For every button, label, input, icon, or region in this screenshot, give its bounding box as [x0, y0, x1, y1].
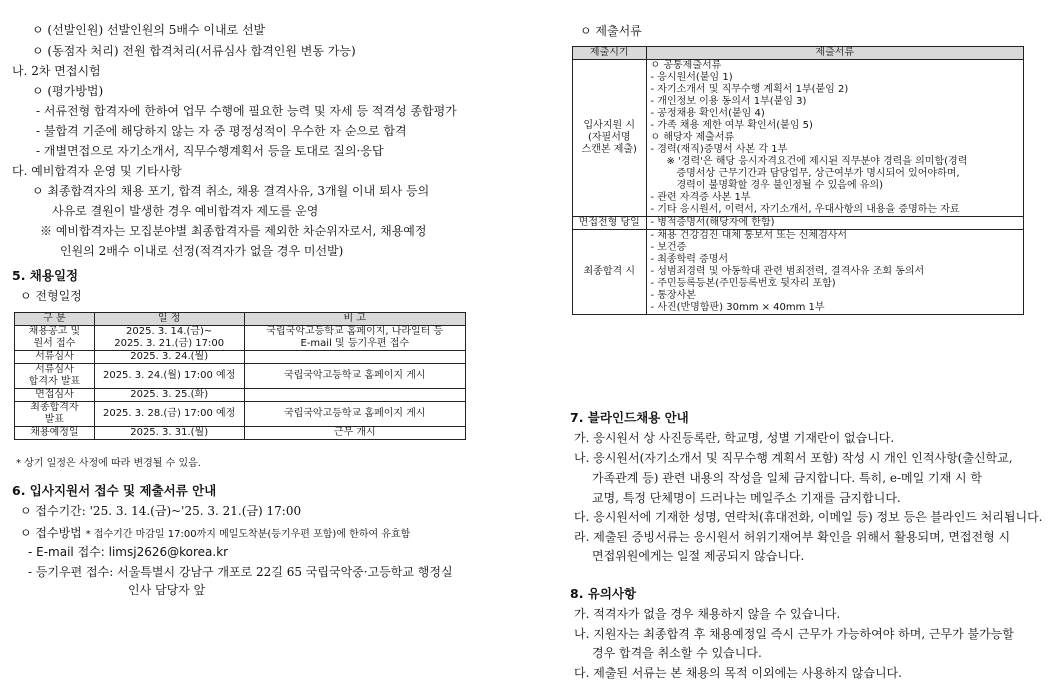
section-7-title: 7. 블라인드채용 안내	[570, 410, 689, 425]
table-row	[15, 402, 466, 427]
row-label: 원서 접수	[33, 338, 76, 349]
schedule-table	[14, 312, 466, 440]
method-line	[20, 524, 410, 544]
caution-line-3: 경우 합격을 취소할 수 있습니다.	[592, 646, 762, 660]
list-item: - 보건증	[650, 242, 687, 253]
row-label: 채용예정일	[15, 427, 95, 440]
row-date: 2025. 3. 24.(월) 17:00 예정	[94, 364, 244, 389]
apply-label: 입사지원 시	[583, 120, 635, 131]
docs-title: ㅇ 제출서류	[580, 24, 642, 38]
post-line-2: 인사 담당자 앞	[128, 583, 206, 597]
apply-label: (자필서명	[587, 132, 631, 143]
section-8-title: 8. 유의사항	[570, 586, 637, 601]
row-note: 국립국악고등학교 홈페이지 게시	[244, 364, 465, 389]
row-label: 서류심사	[15, 351, 95, 364]
row-label: 발표	[44, 414, 65, 425]
list-item: - 채용 건강검진 대체 통보서 또는 신체검사서	[650, 230, 848, 241]
career-note: 경력이 불명확할 경우 불인정될 수 있음에 유의)	[676, 180, 884, 191]
row-date: 2025. 3. 14.(금)~	[126, 326, 213, 337]
row-label: 서류심사	[35, 364, 74, 375]
reserve-line-2: 사유로 결원이 발생한 경우 예비합격자 제도를 운영	[52, 204, 319, 218]
list-item: - 공정채용 확인서(붙임 4)	[650, 108, 765, 119]
row-note: E-mail 및 등기우편 접수	[300, 338, 410, 349]
blind-line-6: 라. 제출된 증빙서류는 응시원서 허위기재여부 확인을 위해서 활용되며, 면접전형 시	[574, 530, 1011, 544]
row-note: 국립국악고등학교 홈페이지 게시	[244, 402, 465, 427]
docs-header-timing: 제출시기	[573, 47, 647, 60]
career-note: 증명서상 근무기간과 담당업무, 상근여부가 명시되어 있어야하며,	[676, 168, 960, 179]
tie-handling-line: ㅇ (동점자 처리) 전원 합격처리(서류심사 합격인원 변동 가능)	[32, 44, 356, 58]
table-row	[573, 230, 1024, 315]
period-line: ㅇ 접수기간: '25. 3. 14.(금)~'25. 3. 21.(금) 17:00	[20, 504, 302, 518]
eval-line-2: - 불합격 기준에 해당하지 않는 자 중 평정성적이 우수한 자 순으로 합격	[36, 124, 407, 138]
table-row	[573, 60, 1024, 217]
row-date: 2025. 3. 21.(금) 17:00	[114, 338, 225, 349]
caution-line-4: 다. 제출된 서류는 본 채용의 목적 이외에는 사용하지 않습니다.	[574, 666, 902, 680]
final-label: 최종합격 시	[573, 230, 647, 315]
schedule-header-category: 구 분	[15, 313, 95, 326]
reserve-note-1: ※ 예비합격자는 모집분야별 최종합격자를 제외한 차순위자로서, 채용예정	[40, 224, 427, 238]
list-item: - 관련 자격증 사본 1부	[650, 192, 751, 203]
list-item: - 가족 채용 제한 여부 확인서(붙임 5)	[650, 120, 813, 131]
list-item: - 응시원서(붙임 1)	[650, 72, 733, 83]
row-note	[244, 389, 465, 402]
row-date: 2025. 3. 31.(월)	[94, 427, 244, 440]
list-item: - 병적증명서(해당자에 한함)	[646, 217, 1024, 230]
table-row	[15, 427, 466, 440]
list-item: - 개인정보 이용 동의서 1부(붙임 3)	[650, 96, 807, 107]
blind-line-1: 가. 응시원서 상 사진등록란, 학교명, 성별 기재란이 없습니다.	[574, 431, 895, 445]
email-line: - E-mail 접수: limsj2626@korea.kr	[28, 545, 229, 559]
interview-label: 면접전형 당일	[573, 217, 647, 230]
row-date: 2025. 3. 25.(화)	[94, 389, 244, 402]
caution-line-1: 가. 적격자가 없을 경우 채용하지 않을 수 있습니다.	[574, 607, 841, 621]
list-item: - 최종학력 증명서	[650, 254, 729, 265]
blind-line-5: 다. 응시원서에 기재한 성명, 연락처(휴대전화, 이메일 등) 정보 등은 블라인드 처리됩니다.	[574, 510, 1043, 524]
reserve-line-1: ㅇ 최종합격자의 채용 포기, 합격 취소, 채용 결격사유, 3개월 이내 퇴사 등의	[32, 184, 430, 198]
row-date: 2025. 3. 28.(금) 17:00 예정	[94, 402, 244, 427]
schedule-header-date: 일 정	[94, 313, 244, 326]
table-row	[15, 326, 466, 351]
apply-label: 스캔본 제출)	[581, 144, 637, 155]
list-item: - 성범죄경력 및 아동학대 관련 범죄전력, 결격사유 조회 동의서	[650, 266, 925, 277]
section-5-title: 5. 채용일정	[12, 268, 79, 283]
selection-count-line: ㅇ (선발인원) 선발인원의 5배수 이내로 선발	[32, 23, 266, 37]
section-6-title: 6. 입사지원서 접수 및 제출서류 안내	[12, 483, 217, 498]
schedule-subtitle: ㅇ 전형일정	[20, 289, 82, 303]
table-row	[15, 364, 466, 389]
row-label: 합격자 발표	[28, 376, 81, 387]
list-item: ㅇ 공통제출서류	[650, 60, 722, 71]
list-item: - 통장사본	[650, 290, 696, 301]
row-label: 채용공고 및	[28, 326, 81, 337]
eval-line-1: - 서류전형 합격자에 한하여 업무 수행에 필요한 능력 및 자세 등 적격성 종합평가	[36, 104, 457, 118]
blind-line-2: 나. 응시원서(자기소개서 및 직무수행 계획서 포함) 작성 시 개인 인적사항(출신학교,	[574, 451, 1013, 465]
documents-table	[572, 46, 1024, 315]
row-note: 근무 개시	[244, 427, 465, 440]
blind-line-7: 면접위원에게는 일절 제공되지 않습니다.	[592, 549, 805, 563]
table-row	[15, 389, 466, 402]
post-line-1: - 등기우편 접수: 서울특별시 강남구 개포로 22길 65 국립국악중·고등학교 행정실	[28, 565, 453, 579]
schedule-header-note: 비 고	[244, 313, 465, 326]
list-item: - 경력(재직)증명서 사본 각 1부	[650, 144, 788, 155]
row-date: 2025. 3. 24.(월)	[94, 351, 244, 364]
eval-line-3: - 개별면접으로 자기소개서, 직무수행계획서 등을 토대로 질의·응답	[36, 144, 384, 158]
caution-line-2: 나. 지원자는 최종합격 후 채용예정일 즉시 근무가 가능하여야 하며, 근무가 불가능할	[574, 627, 1014, 641]
row-note: 국립국악고등학교 홈페이지, 나라일터 등	[266, 326, 444, 337]
blind-line-4: 교명, 특정 단체명이 드러나는 메일주소 기재를 금지합니다.	[592, 491, 901, 505]
list-item: - 자기소개서 및 직무수행 계획서 1부(붙임 2)	[650, 84, 849, 95]
row-note	[244, 351, 465, 364]
career-note: ※ '경력'은 해당 응시자격요건에 제시된 직무분야 경력을 의미함(경력	[666, 156, 968, 167]
blind-line-3: 가족관계 등) 관련 내용의 작성을 일체 금지합니다. 특히, e-메일 기재 시 학	[592, 471, 983, 485]
list-item: - 사진(반명함판) 30mm × 40mm 1부	[650, 302, 825, 313]
eval-method-label: ㅇ (평가방법)	[32, 84, 104, 98]
schedule-note: * 상기 일정은 사정에 따라 변경될 수 있음.	[16, 458, 201, 469]
row-label: 면접심사	[15, 389, 95, 402]
reserve-note-2: 인원의 2배수 이내로 선정(적격자가 없을 경우 미선발)	[60, 244, 344, 258]
row-label: 최종합격자	[30, 402, 79, 413]
interview-heading: 나. 2차 면접시험	[12, 64, 101, 78]
list-item: - 기타 응시원서, 이력서, 자기소개서, 우대사항의 내용을 증명하는 자료	[650, 204, 960, 215]
method-note: * 접수기간 마감일 17:00까지 메일도착분(등기우편 포함)에 한하여 유효함	[85, 529, 411, 540]
reserve-heading: 다. 예비합격자 운영 및 기타사항	[12, 164, 182, 178]
docs-header-docs: 제출서류	[646, 47, 1024, 60]
method-label: ㅇ 접수방법	[20, 526, 82, 540]
list-item: - 주민등록등본(주민등록번호 뒷자리 포함)	[650, 278, 836, 289]
table-row	[15, 351, 466, 364]
table-row	[573, 217, 1024, 230]
list-item: ㅇ 해당자 제출서류	[650, 132, 735, 143]
